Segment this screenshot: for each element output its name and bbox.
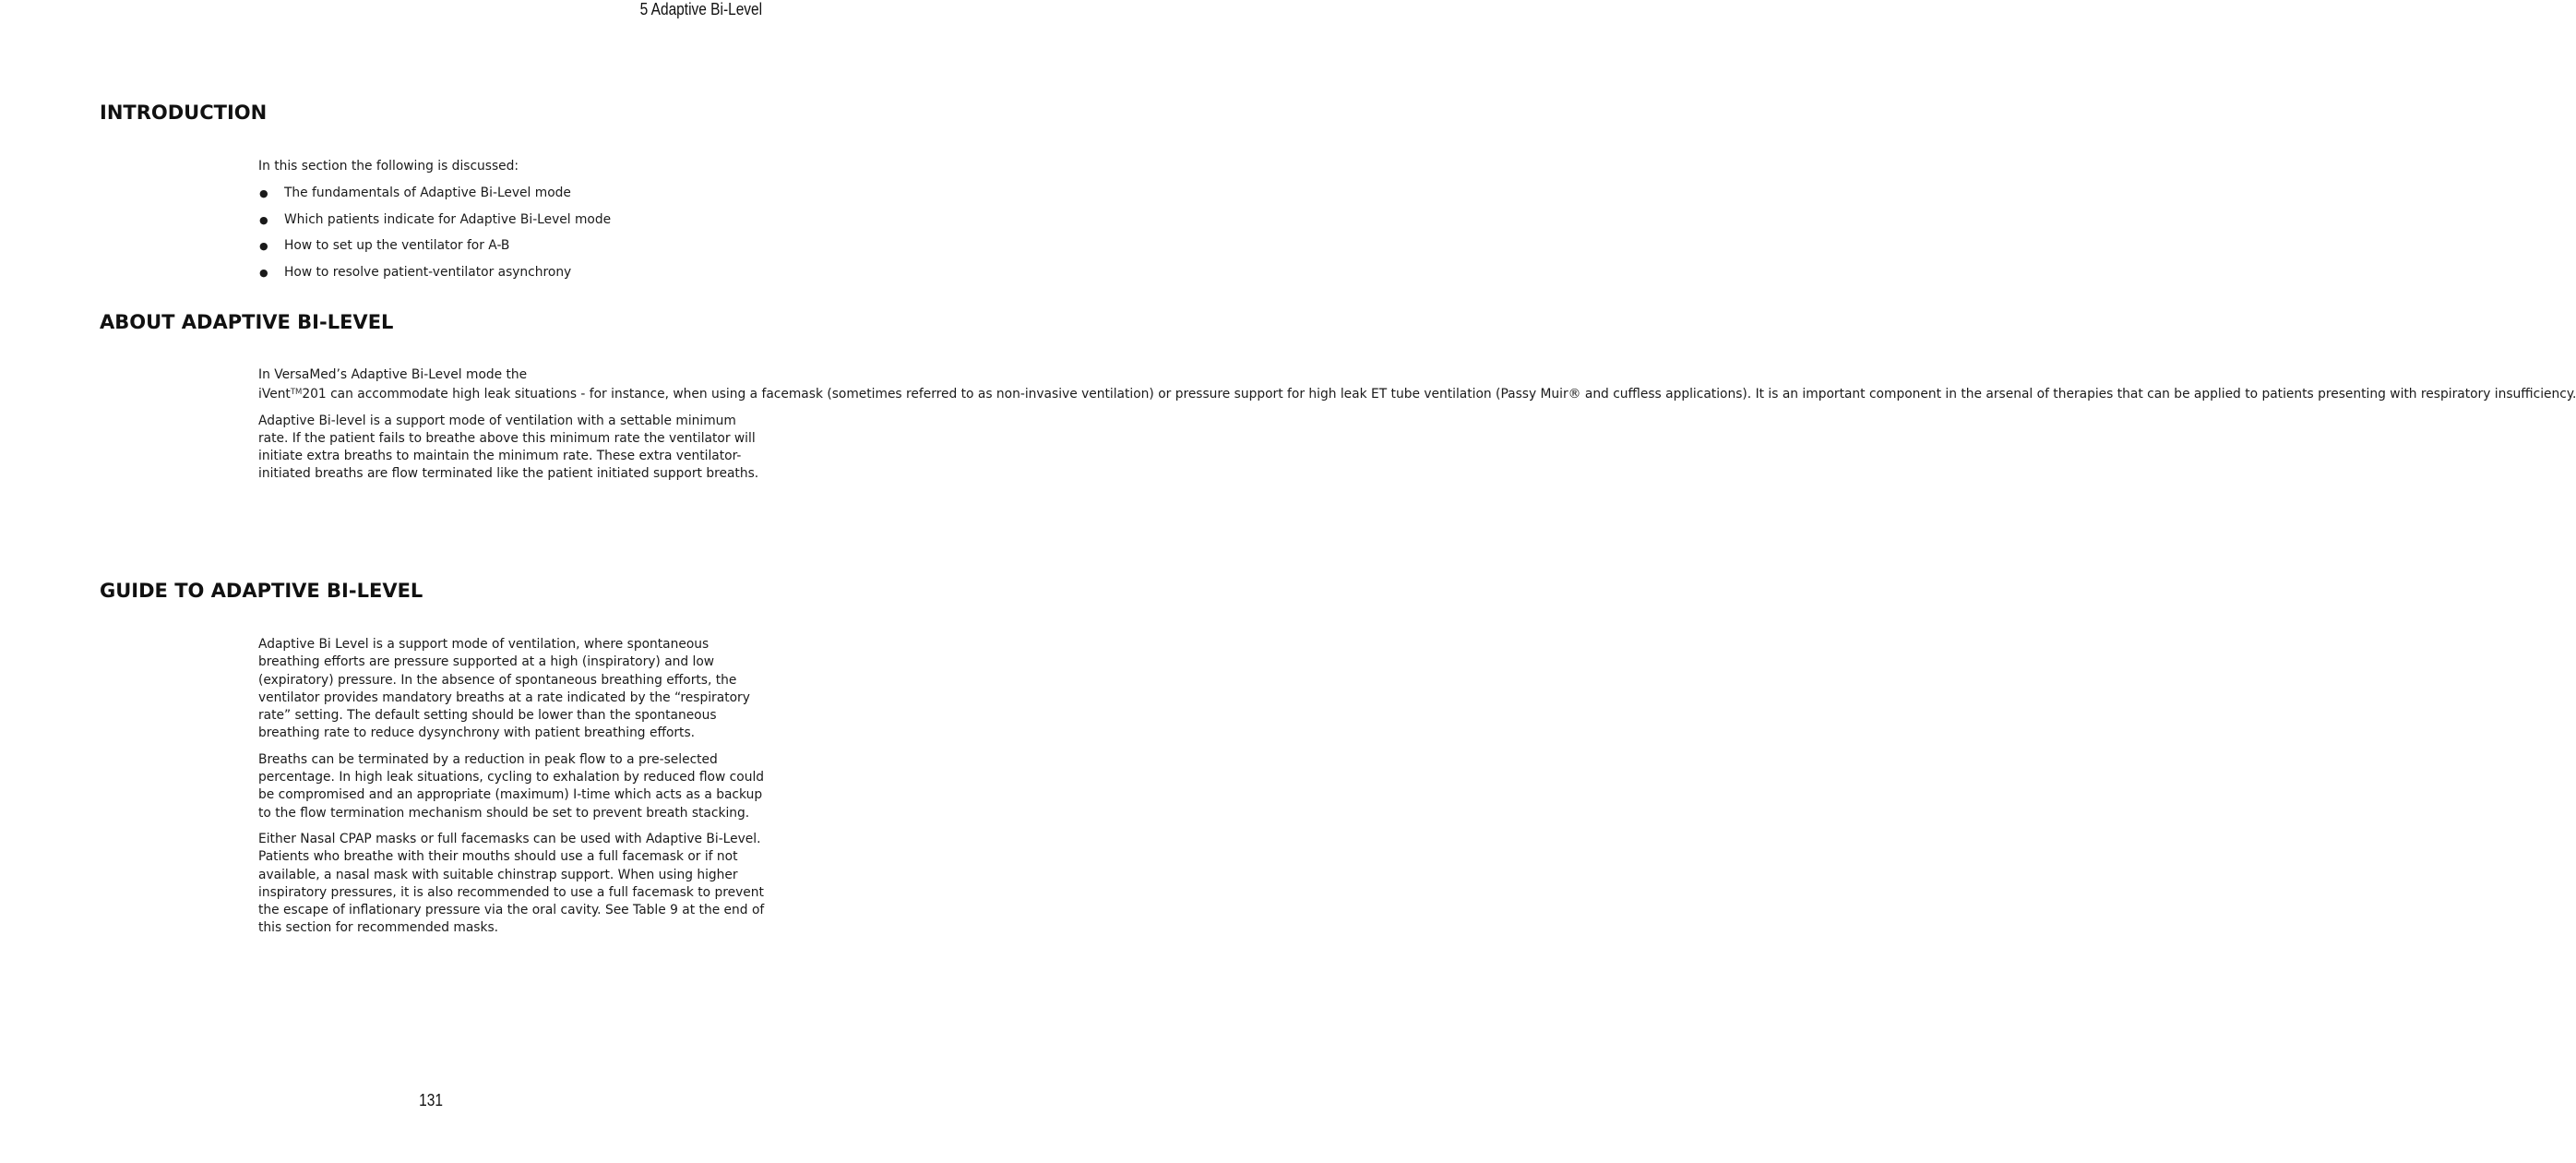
list-item-text: Which patients indicate for Adaptive Bi-Level mode [284,211,612,227]
running-header: 5 Adaptive Bi-Level [639,0,762,18]
list-item-text: How to set up the ventilator for A-B [284,238,510,254]
list-item-text: The fundamentals of Adaptive Bi-Level mode [284,186,571,201]
introduction-body [258,158,766,291]
about-heading: ABOUT ADAPTIVE BI-LEVEL [100,311,394,333]
introduction-lead: In this section the following is discussed: [258,159,519,174]
page-number-text: 131 [419,1091,443,1109]
about-paragraph-2: Adaptive Bi-level is a support mode of ventilation with a settable minimum rate. If the patient fails to breathe above this minimum rate the ventilator will initiate extra breaths to maintain the minimum rate. These extra ventilator-initiated breaths are flow terminated like the patient initiated support breaths. [258,413,759,482]
product-word: iVent [258,387,291,402]
bullet-icon: ● [259,213,268,226]
introduction-heading: INTRODUCTION [100,102,268,124]
bullet-icon: ● [259,267,268,280]
guide-heading: GUIDE TO ADAPTIVE BI-LEVEL [100,580,423,602]
list-item [258,211,766,229]
bullet-icon: ● [259,187,268,200]
bullet-icon: ● [259,240,268,253]
product-name [258,387,2576,402]
guide-paragraph-3: Either Nasal CPAP masks or full facemasks can be used with Adaptive Bi-Level. Patients who breathe with their mouths should use a full facemask or if not available, a nasal mask with suitable chinstrap support. When using higher inspiratory pressures, it is also recommended to use a full facemask to prevent the escape of inflationary pressure via the oral cavity. See Table 9 at the end of this section for recommended masks. [258,831,765,936]
page-number [0,1091,862,1109]
about-paragraph-1-rest: 201 can accommodate high leak situations - for instance, when using a facemask (sometimes referred to as non-invasive ventilation) or pressure support for high leak ET tube ventilation (Passy Muir® and cuffless applications). It is an important component in the arsenal of therapies that can be applied to patients presenting with respiratory insufficiency. [302,387,2576,402]
guide-body [258,636,766,938]
list-item-text: How to resolve patient-ventilator asynchrony [284,265,572,281]
guide-paragraph-1: Adaptive Bi Level is a support mode of ventilation, where spontaneous breathing efforts are pressure supported at a high (inspiratory) and low (expiratory) pressure. In the absence of spontaneous breathing efforts, the ventilator provides mandatory breaths at a rate indicated by the “respiratory rate” setting. The default setting should be lower than the spontaneous breathing rate to reduce dysynchrony with patient breathing efforts. [258,637,750,741]
about-paragraph-1 [258,366,2576,404]
about-paragraph-1-start: In VersaMed’s Adaptive Bi-Level mode the [258,367,528,382]
trademark-mark: TM [290,388,303,398]
list-item [258,264,766,282]
guide-paragraph-2: Breaths can be terminated by a reduction in peak flow to a pre-selected percentage. In high leak situations, cycling to exhalation by reduced flow could be compromised and an appropriate (maximum) I-time which acts as a backup to the flow termination mechanism should be set to prevent breath stacking. [258,751,765,821]
list-item [258,237,766,255]
about-body [258,366,2576,484]
list-item [258,185,766,202]
introduction-topic-list [258,185,766,282]
